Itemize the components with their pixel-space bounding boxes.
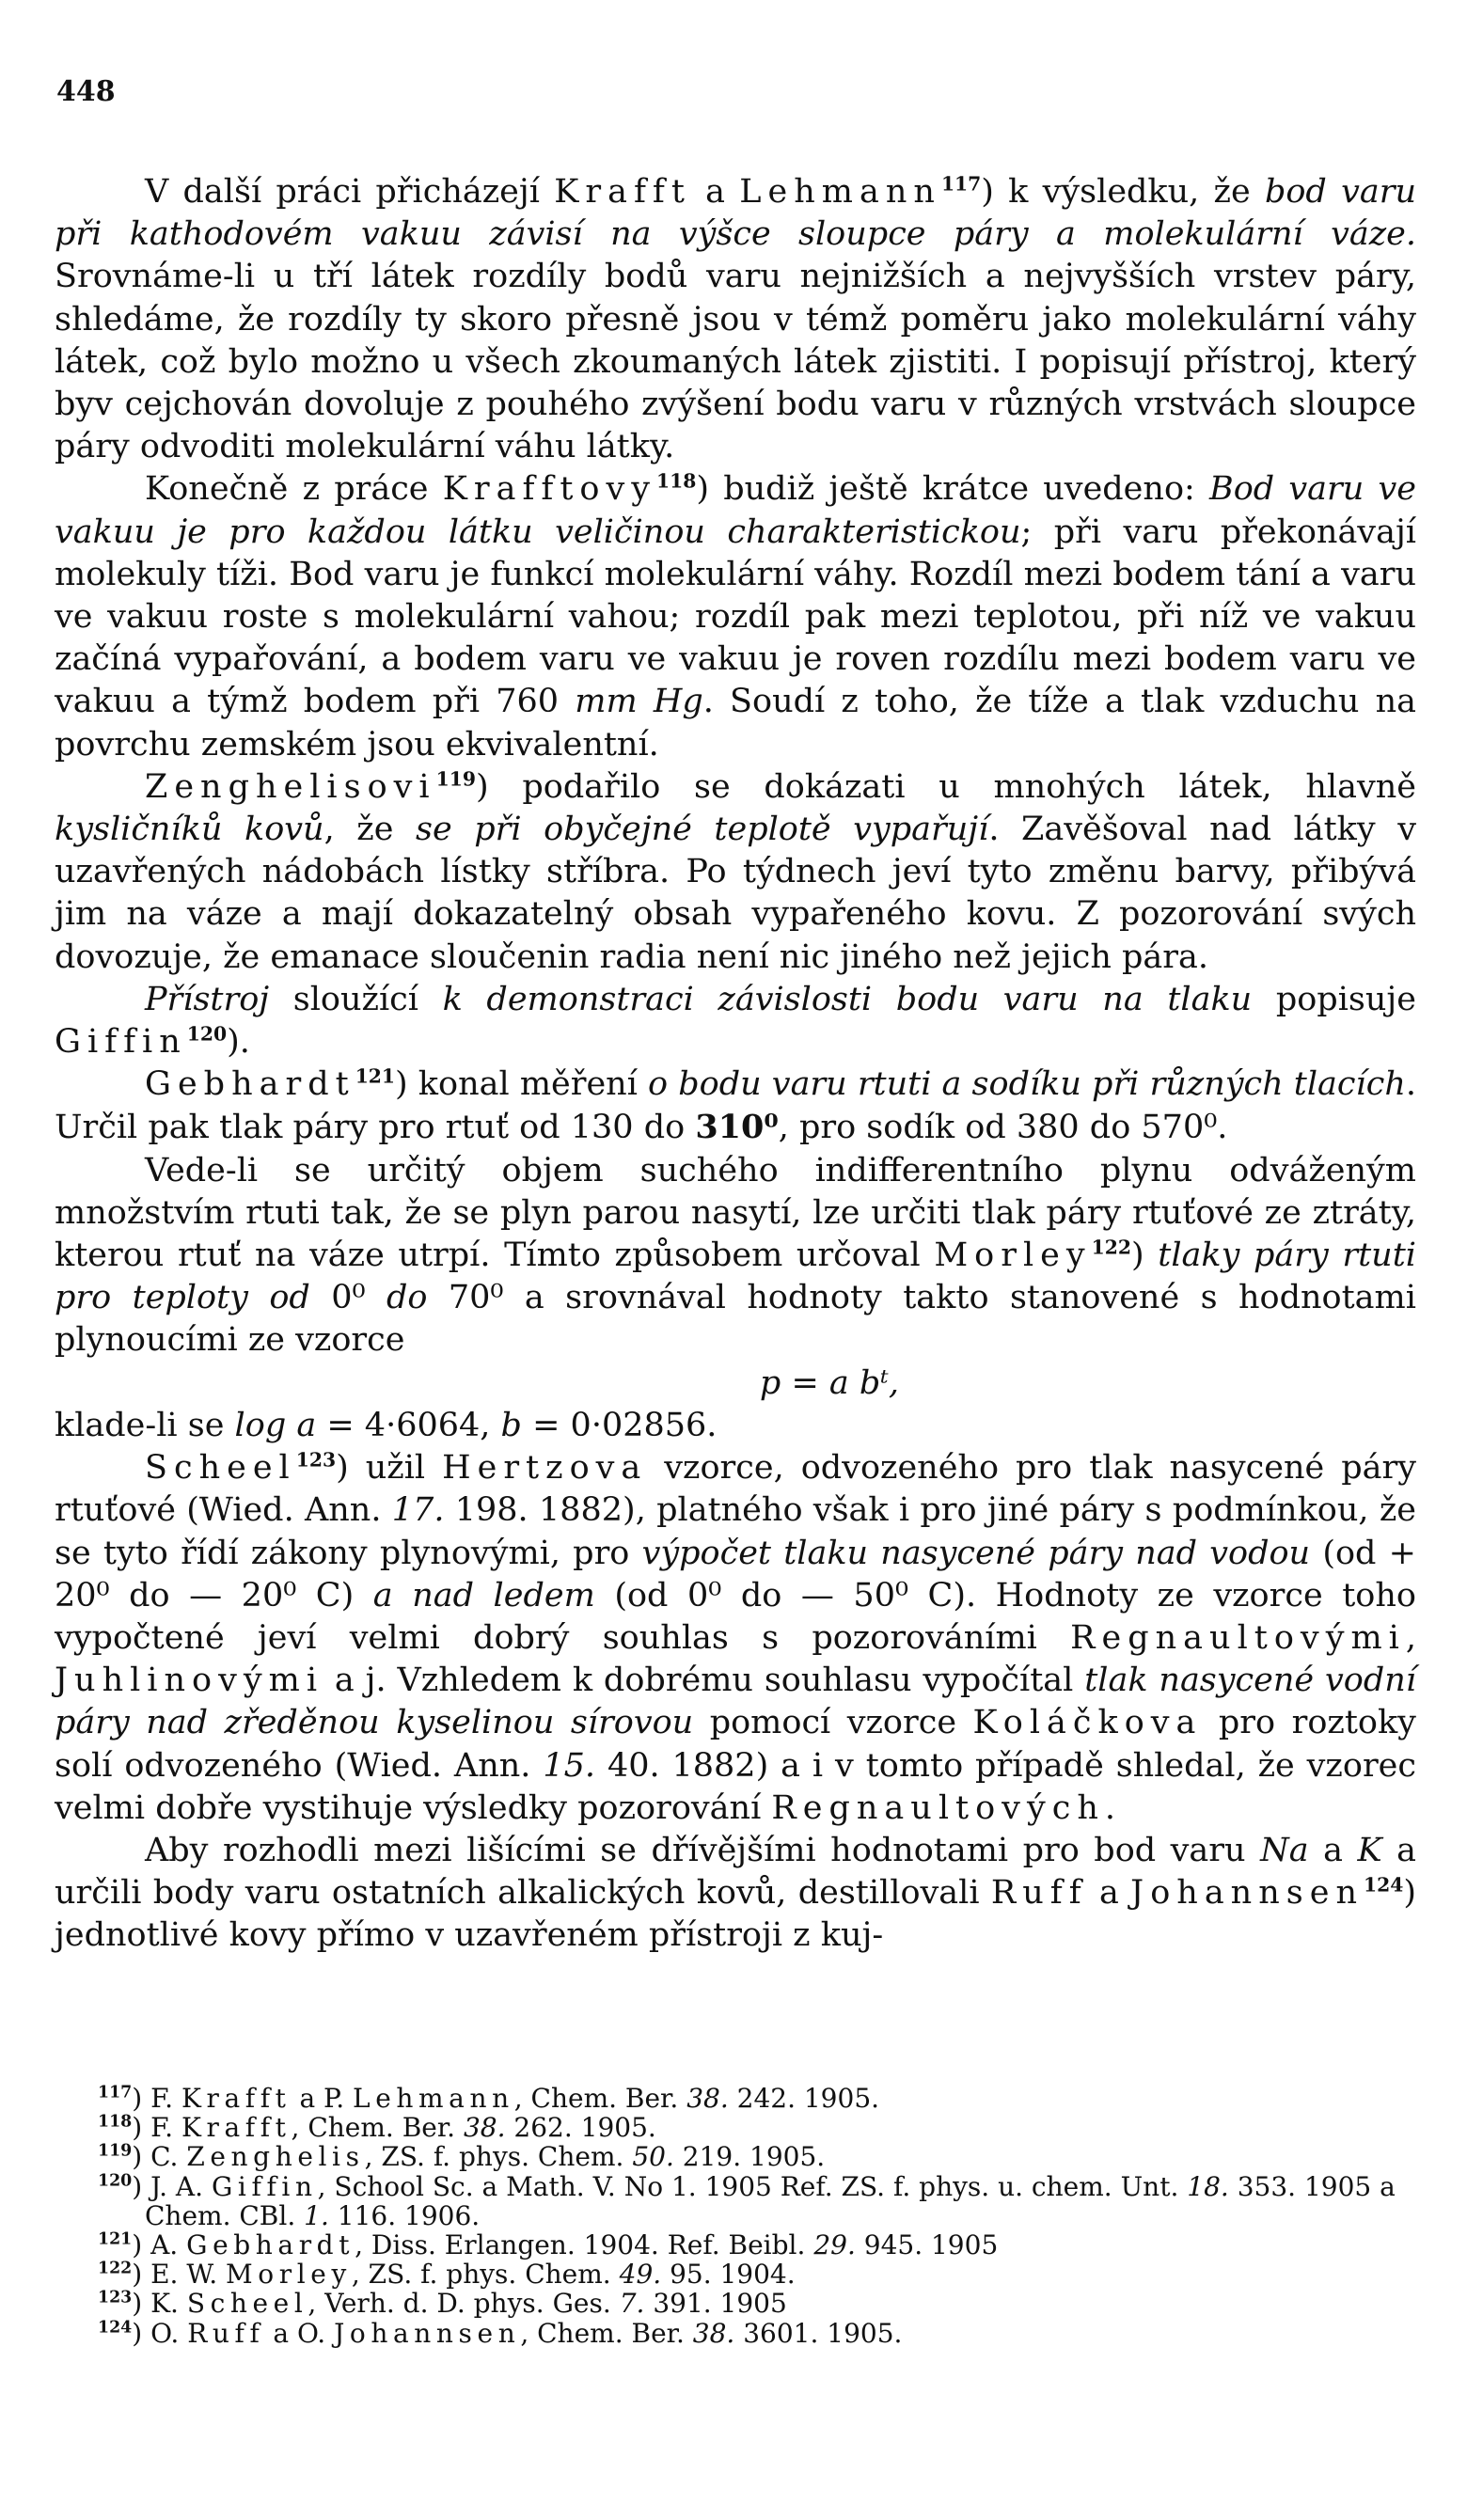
paragraph-giffin: Přístroj sloužící k demonstraci závislosti bodu varu na tlaku popisuje Giffin$^{120}$). bbox=[55, 980, 1416, 1062]
footnote: $^{119}$) C. Zenghelis, ZS. f. phys. Chem. 50. 219. 1905. bbox=[98, 2141, 826, 2173]
main-text bbox=[55, 171, 1416, 1958]
footnote: $^{124}$) O. Ruff a O. Johannsen, Chem. Ber. 38. 3601. 1905. bbox=[98, 2317, 903, 2349]
formula: p = a bᵗ, bbox=[759, 1363, 900, 1402]
footnote: $^{118}$) F. Krafft, Chem. Ber. 38. 262. 1905. bbox=[98, 2112, 656, 2144]
paragraph-scheel: Scheel$^{123}$) užil Hertzova vzorce, odvozeného pro tlak nasycené páry rtuťové (Wied. Ann. 17. 198. 1882), platného však i pro jiné páry s podmínkou, že se tyto řídí zákony plynovými, pro výpočet tlaku nasycené páry nad vodou (od + 20⁰ do — 20⁰ C) a nad ledem (od 0⁰ do — 50⁰ C). Hodnoty ze vzorce toho vypočtené jeví velmi dobrý souhlas s pozorováními Regnaultovými, Juhlinovými a j. Vzhledem k dobrému souhlasu vypočítal tlak nasycené vodní páry nad zředěnou kyselinou sírovou pomocí vzorce Koláčkova pro roztoky solí odvozeného (Wied. Ann. 15. 40. 1882) a i v tomto případě shledal, že vzorec velmi dobře vystihuje výsledky pozorování Regnaultových. bbox=[55, 1448, 1416, 1827]
paragraph-ruff-johannsen: Aby rozhodli mezi lišícími se dřívějšími hodnotami pro bod varu Na a K a určili body varu ostatních alkalických kovů, destillovali Ruff a Johannsen$^{124}$) jednotlivé kovy přímo v uzavřeném přístroji z kuj- bbox=[55, 1831, 1416, 1955]
paragraph-zenghelis: Zenghelisovi$^{119}$) podařilo se dokázati u mnohých látek, hlavně kysličníků kovů, že se při obyčejné teplotě vypařují. Zavěšoval nad látky v uzavřených nádobách lístky stříbra. Po týdnech jeví tyto změnu barvy, přibývá jim na váze a mají dokazatelný obsah vypařeného kovu. Z pozorování svých dovozuje, že emanace sloučenin radia není nic jiného než jejich pára. bbox=[55, 767, 1417, 976]
formula-constants: klade-li se log a = 4·6064, b = 0·02856. bbox=[55, 1406, 718, 1444]
footnote: $^{117}$) F. Krafft a P. Lehmann, Chem. Ber. 38. 242. 1905. bbox=[98, 2083, 880, 2114]
footnote: $^{122}$) E. W. Morley, ZS. f. phys. Chem. 49. 95. 1904. bbox=[98, 2259, 796, 2291]
paragraph-krafft: Konečně z práce Krafftovy$^{118}$) budiž ještě krátce uvedeno: Bod varu ve vakuu je pro každou látku veličinou charakteristickou; při varu překonávají molekuly tíži. Bod varu je funkcí molekulární váhy. Rozdíl mezi bodem tání a varu ve vakuu roste s molekulární vahou; rozdíl pak mezi teplotou, při níž ve vakuu začíná vypařování, a bodem varu ve vakuu je roven rozdílu mezi bodem varu ve vakuu a týmž bodem při 760 mm Hg. Soudí z toho, že tíže a tlak vzduchu na povrchu zemském jsou ekvivalentní. bbox=[55, 469, 1416, 764]
footnote: $^{120}$) J. A. Giffin, School Sc. a Math. V. No 1. 1905 Ref. ZS. f. phys. u. chem. Unt. 18. 353. 1905 a Chem. CBl. 1. 116. 1906. bbox=[98, 2170, 1396, 2231]
paragraph-krafft-lehmann: V další práci přicházejí Krafft a Lehmann$^{117}$) k výsledku, že bod varu při kathodovém vakuu závisí na výšce sloupce páry a molekulární váze. Srovnáme-li u tří látek rozdíly bodů varu nejnižších a nejvyšších vrstev páry, shledáme, že rozdíly ty skoro přesně jsou v témž poměru jako molekulární váhy látek, což bylo možno u všech zkoumaných látek zjistiti. I popisují přístroj, který byv cejchován dovoluje z pouhého zvýšení bodu varu v různých vrstvách sloupce páry odvoditi molekulární váhu látky. bbox=[55, 172, 1416, 466]
footnotes bbox=[55, 2084, 1416, 2348]
footnote: $^{123}$) K. Scheel, Verh. d. D. phys. Ges. 7. 391. 1905 bbox=[98, 2288, 787, 2320]
footnote: $^{121}$) A. Gebhardt, Diss. Erlangen. 1904. Ref. Beibl. 29. 945. 1905 bbox=[98, 2229, 999, 2261]
paragraph-morley: Vede-li se určitý objem suchého indifferentního plynu odváženým množstvím rtuti tak, že se plyn parou nasytí, lze určiti tlak páry rtuťové ze ztráty, kterou rtuť na váze utrpí. Tímto způsobem určoval Morley$^{122}$) tlaky páry rtuti pro teploty od 0⁰ do 70⁰ a srovnával hodnoty takto stanovené s hodnotami plynoucími ze vzorce bbox=[55, 1151, 1416, 1360]
page-number: 448 bbox=[56, 75, 116, 108]
paragraph-gebhardt: Gebhardt$^{121}$) konal měření o bodu varu rtuti a sodíku při různých tlacích. Určil pak tlak páry pro rtuť od 130 do 310⁰, pro sodík od 380 do 570⁰. bbox=[55, 1064, 1417, 1147]
